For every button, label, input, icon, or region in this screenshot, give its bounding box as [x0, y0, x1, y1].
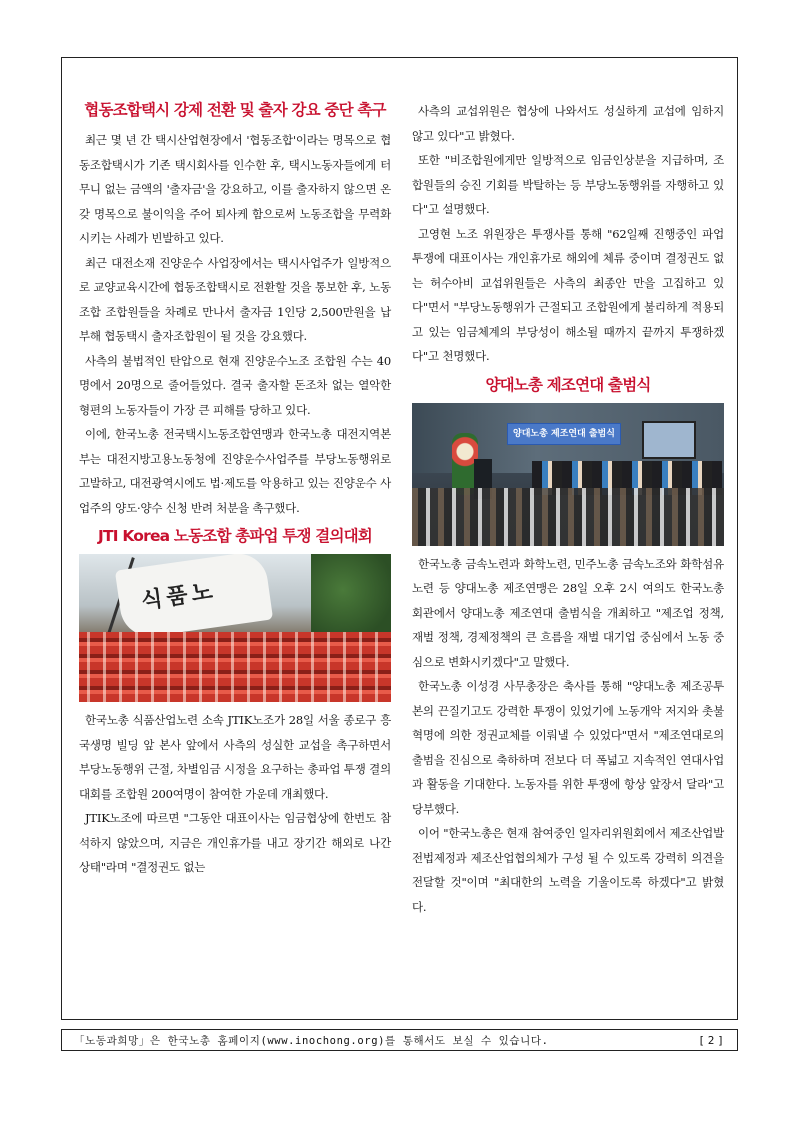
paragraph: 또한 "비조합원에게만 일방적으로 임금인상분을 지급하며, 조합원들의 승진 기회를 박탈하는 등 부당노동행위를 자행하고 있다"고 설명했다. [412, 153, 724, 216]
paragraph: 고영현 노조 위원장은 투쟁사를 통해 "62일째 진행중인 파업 투쟁에 대표이사는 개인휴가로 해외에 체류 중이며 결정권도 없는 허수아비 교섭위원들은 사측의 최종안 만을 고집하고 있다"면서 "부당노동행위가 근절되고 조합원에게 불리하게 적용되고 있는 임금체계의 부당성이 해소될 때까지 끝까지 투쟁하겠다"고 천명했다. [412, 226, 724, 363]
page-number: [2] [698, 1033, 727, 1047]
article-title-jti-strike: JTI Korea 노동조합 총파업 투쟁 결의대회 [98, 527, 372, 545]
paragraph: 이어 "한국노총은 현재 참여중인 일자리위원회에서 제조산업발전법제정과 제조산업협의체가 구성 될 수 있도록 강력히 의견을 전달할 것"이며 "최대한의 노력을 기울이도록 하겠다"고 밝혔다. [412, 826, 724, 914]
paragraph: 한국노총 금속노련과 화학노련, 민주노총 금속노조와 화학섬유노련 등 양대노총 제조연맹은 28일 오후 2시 여의도 한국노총 회관에서 양대노총 제조연대 출범식을 개최하고 "제조업 정책, 재벌 정책, 경제정책의 큰 흐름을 재벌 대기업 중심에서 노동 중심으로 변화시키겠다"고 말했다. [412, 556, 724, 669]
right-column [412, 99, 724, 919]
page-frame [61, 57, 738, 1020]
union-flag: 식품노 [115, 554, 273, 640]
crowd-of-protesters [79, 632, 391, 702]
paragraph: 사측의 불법적인 탄압으로 현재 진양운수노조 조합원 수는 40명에서 20명으로 줄어들었다. 결국 출자할 돈조차 없는 열악한 형편의 노동자들이 가장 큰 피해를 당하고 있다. [79, 353, 391, 417]
conference-tables [412, 488, 724, 546]
projection-screen [642, 421, 696, 459]
footer-notice: 「노동과희망」은 한국노총 홈페이지(www.inochong.org)를 통해서도 보실 수 있습니다. [74, 1034, 549, 1047]
paragraph: 사측의 교섭위원은 협상에 나와서도 성실하게 교섭에 임하지 않고 있다"고 밝혔다. [412, 104, 724, 143]
tree-shape [311, 554, 391, 644]
paragraph: 최근 대전소재 진양운수 사업장에서는 택시사업주가 일방적으로 교양교육시간에 협동조합택시로 전환할 것을 통보한 후, 노동조합 조합원들을 차례로 만나서 출자금 1인당 2,500만원을 납부해 협동택시 출자조합원이 될 것을 강요했다. [79, 255, 391, 343]
paragraph: 한국노총 이성경 사무총장은 축사를 통해 "양대노총 제조공투본의 끈질기고도 강력한 투쟁이 있었기에 노동개악 저지와 촛불혁명에 의한 정권교체를 이뤄낼 수 있었다"면서 "제조연대로의 출범을 진심으로 축하하며 전보다 더 폭넓고 지속적인 연대사업과 활동을 기대한다. 노동자를 위한 투쟁에 항상 앞장서 달라"고 당부했다. [412, 679, 724, 816]
article-title-taxi-cooperative: 협동조합택시 강제 전환 및 출자 강요 중단 촉구 [84, 101, 386, 119]
page-footer [61, 1029, 738, 1051]
paragraph: JTIK노조에 따르면 "그동안 대표이사는 임금협상에 한번도 참석하지 않았으며, 지금은 개인휴가를 내고 장기간 해외로 나간 상태"라며 "결정권도 없는 [79, 811, 391, 874]
rally-photo [79, 554, 391, 702]
left-column [79, 94, 391, 880]
launch-ceremony-photo [412, 403, 724, 546]
event-banner: 양대노총 제조연대 출범식 [507, 423, 621, 445]
paragraph: 이에, 한국노총 전국택시노동조합연맹과 한국노총 대전지역본부는 대전지방고용노동청에 진양운수사업주를 부당노동행위로 고발하고, 대전광역시에도 법·제도를 악용하고 있는 진양운수 사업주의 양도·양수 신청 반려 처분을 촉구했다. [79, 427, 391, 515]
paragraph: 최근 몇 년 간 택시산업현장에서 '협동조합'이라는 명목으로 협동조합택시가 기존 택시회사를 인수한 후, 택시노동자들에게 터무니 없는 금액의 '출자금'을 강요하고, 이를 출자하지 않으면 온갖 명목으로 불이익을 주어 퇴사케 함으로써 노동조합을 무력화시키는 사례가 빈발하고 있다. [79, 133, 391, 245]
paragraph: 한국노총 식품산업노련 소속 JTIK노조가 28일 서울 종로구 흥국생명 빌딩 앞 본사 앞에서 사측의 성실한 교섭을 촉구하면서 부당노동행위 근절, 차별임금 시정을 요구하는 총파업 투쟁 결의대회를 조합원 200여명이 참여한 가운데 개최했다. [79, 713, 391, 801]
article-title-manufacturing-alliance: 양대노총 제조연대 출범식 [485, 375, 651, 394]
